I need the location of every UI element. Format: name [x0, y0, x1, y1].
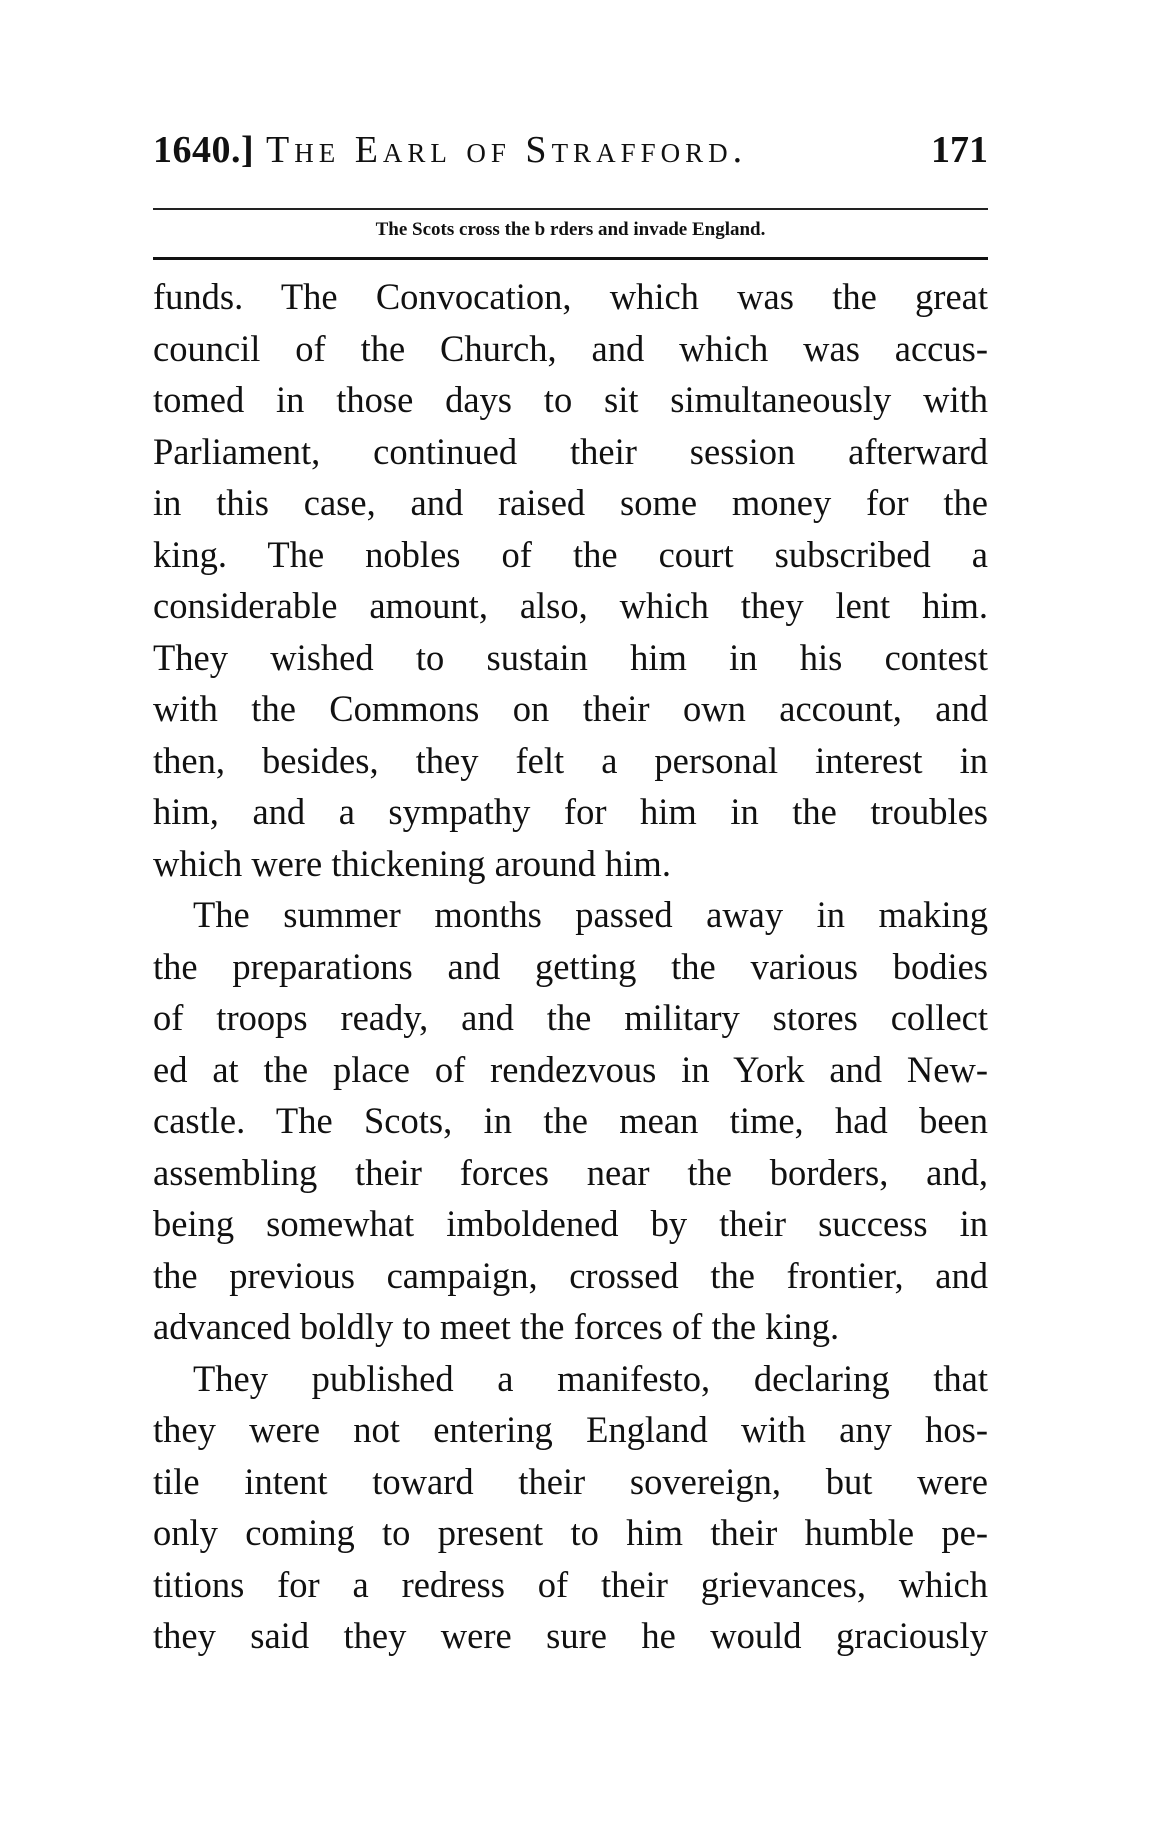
text-line: council of the Church, and which was accus-: [153, 327, 988, 369]
header-rule-bottom: [153, 257, 988, 260]
header-rule-top: [153, 208, 988, 210]
section-subhead: The Scots cross the b rders and invade England.: [375, 219, 766, 240]
text-line: Parliament, continued their session afterward: [153, 430, 988, 472]
running-head: [153, 128, 988, 198]
text-line: him, and a sympathy for him in the troubles: [153, 791, 988, 832]
text-line: They wished to sustain him in his contest: [153, 636, 988, 678]
text-line: The summer months passed away in making: [193, 894, 988, 935]
text-line: king. The nobles of the court subscribed a: [153, 533, 988, 575]
text-line: the previous campaign, crossed the frontier, and: [153, 1254, 988, 1296]
text-line: advanced boldly to meet the forces of the king.: [153, 1306, 840, 1347]
text-line: titions for a redress of their grievances, which: [153, 1563, 988, 1605]
text-line: considerable amount, also, which they lent him.: [153, 585, 988, 626]
text-line: of troops ready, and the military stores collect: [153, 997, 988, 1038]
text-line: they were not entering England with any hos-: [153, 1409, 988, 1450]
text-line: they said they were sure he would graciously: [153, 1615, 988, 1656]
text-line: which were thickening around him.: [153, 842, 671, 884]
text-line: the preparations and getting the various bodies: [153, 945, 988, 987]
text-line: castle. The Scots, in the mean time, had been: [153, 1100, 988, 1141]
text-line: with the Commons on their own account, and: [153, 688, 988, 729]
text-line: assembling their forces near the borders, and,: [153, 1151, 988, 1193]
body-text: [153, 271, 988, 1662]
text-line: ed at the place of rendezvous in York and New-: [153, 1048, 988, 1090]
text-line: in this case, and raised some money for the: [153, 482, 988, 523]
page-number: 171: [931, 129, 988, 171]
text-line: only coming to present to him their humble pe-: [153, 1512, 988, 1553]
text-line: They published a manifesto, declaring that: [193, 1357, 988, 1399]
text-line: tile intent toward their sovereign, but were: [153, 1460, 988, 1502]
running-head-year: 1640.]: [153, 129, 255, 171]
text-line: funds. The Convocation, which was the great: [153, 276, 988, 317]
running-head-title: The Earl of Strafford.: [266, 129, 748, 171]
text-line: then, besides, they felt a personal interest in: [153, 739, 988, 781]
text-line: being somewhat imboldened by their success in: [153, 1203, 988, 1244]
text-line: tomed in those days to sit simultaneously with: [153, 379, 988, 420]
